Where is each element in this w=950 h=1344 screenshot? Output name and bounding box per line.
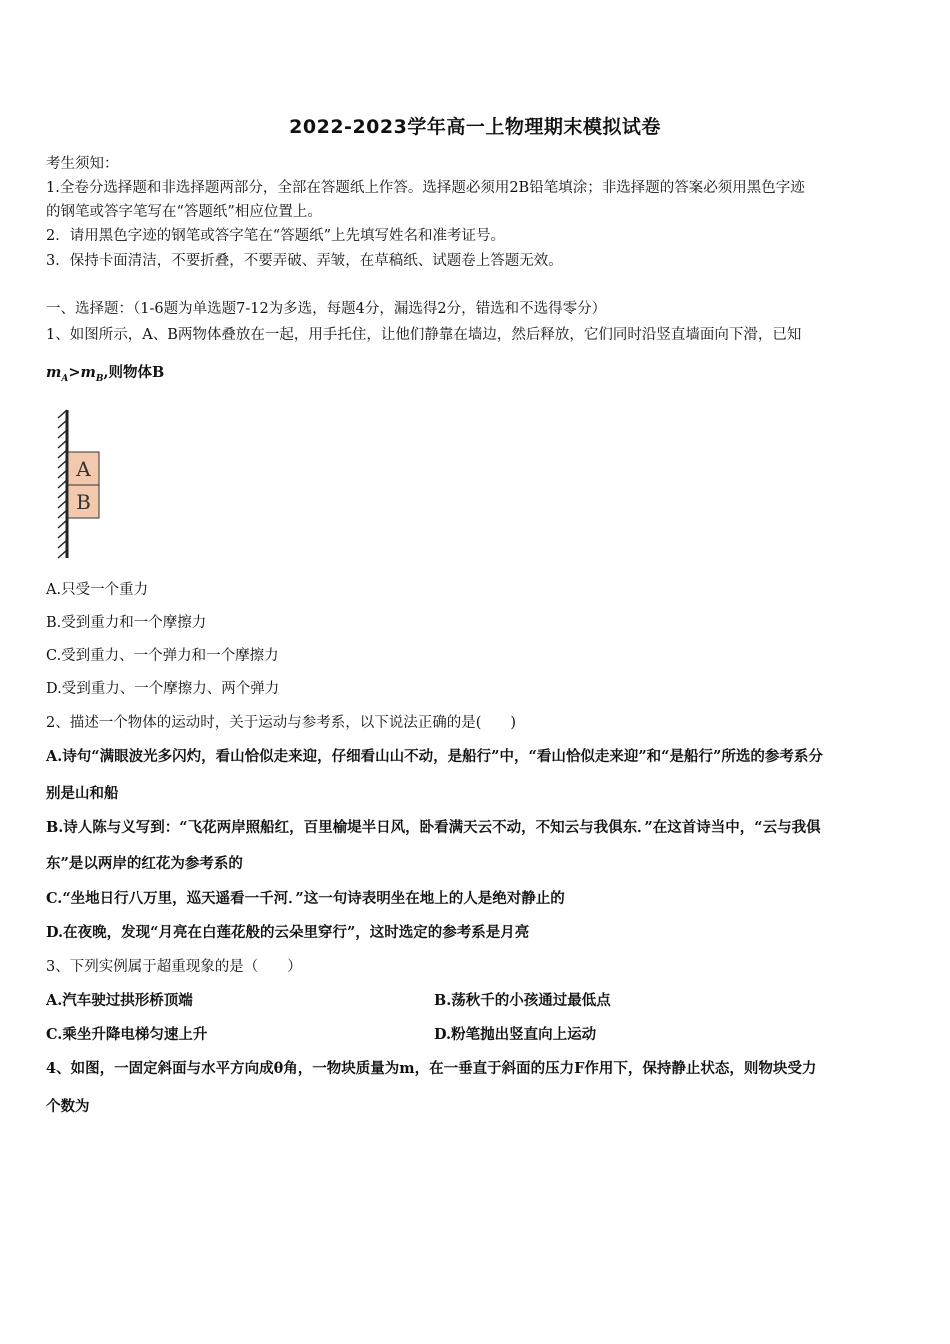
notice-heading: 考生须知： <box>46 156 119 172</box>
q3-option-d[interactable]: D.粉笔抛出竖直向上运动 <box>434 1026 597 1043</box>
q1-stem: 1、如图所示，A、B两物体叠放在一起，用手托住，让他们静靠在墙边，然后释放，它们同时沿竖直墙面向下滑，已知 <box>46 327 802 343</box>
q2-stem: 2、描述一个物体的运动时，关于运动与参考系，以下说法正确的是( ) <box>46 715 517 731</box>
q1-option-a[interactable]: A.只受一个重力 <box>46 582 149 598</box>
mass-a-sub: A <box>61 373 69 384</box>
q3-row-2 <box>46 1024 908 1046</box>
q2-option-c[interactable]: C.“坐地日行八万里，巡天遥看一千河．”这一句诗表明坐在地上的人是绝对静止的 <box>46 890 565 907</box>
q1-option-d[interactable]: D.受到重力、一个摩擦力、两个弹力 <box>46 681 280 697</box>
q3-row-1 <box>46 990 908 1012</box>
q2-option-b[interactable]: B.诗人陈与义写到：“飞花两岸照船红，百里榆堤半日风，卧看满天云不动，不知云与我俱东．”在这首诗当中，“云与我俱 <box>46 819 821 836</box>
block-b-label: B <box>76 490 91 514</box>
q1-option-c[interactable]: C.受到重力、一个弹力和一个摩擦力 <box>46 648 279 664</box>
notice-item-1: 1.全卷分选择题和非选择题两部分，全部在答题纸上作答。选择题必须用2B铅笔填涂；非选择题的答案必须用黑色字迹 <box>46 180 805 196</box>
section-heading: 一、选择题：（1-6题为单选题7-12为多选，每题4分，漏选得2分，错选和不选得零分） <box>46 301 607 317</box>
notice-item-3: 3．保持卡面清洁，不要折叠，不要弄破、弄皱，在草稿纸、试题卷上答题无效。 <box>46 253 563 269</box>
q4-stem: 4、如图，一固定斜面与水平方向成θ角，一物块质量为m，在一垂直于斜面的压力F作用下，保持静止状态，则物块受力 <box>46 1060 817 1077</box>
gt-sign: > <box>68 364 81 381</box>
q2-option-b-cont: 东”是以两岸的红花为参考系的 <box>46 855 243 872</box>
q3-option-b[interactable]: B.荡秋千的小孩通过最低点 <box>434 992 611 1009</box>
q2-option-a-cont: 别是山和船 <box>46 785 119 802</box>
q2-option-a[interactable]: A.诗句“满眼波光多闪灼，看山恰似走来迎，仔细看山山不动，是船行”中，“看山恰似走来迎”和“是船行”所选的参考系分 <box>46 748 823 765</box>
q4-stem-cont: 个数为 <box>46 1098 90 1115</box>
notice-item-2: 2．请用黑色字迹的钢笔或答字笔在“答题纸”上先填写姓名和准考证号。 <box>46 228 506 244</box>
mass-b-sub: B <box>95 373 104 384</box>
mass-b: m <box>80 364 96 381</box>
q2-option-d[interactable]: D.在夜晚，发现“月亮在白莲花般的云朵里穿行”，这时选定的参考系是月亮 <box>46 924 530 941</box>
q3-stem: 3、下列实例属于超重现象的是（ ） <box>46 959 302 975</box>
q1-option-b[interactable]: B.受到重力和一个摩擦力 <box>46 615 207 631</box>
q3-option-c[interactable]: C.乘坐升降电梯匀速上升 <box>46 1026 208 1043</box>
q3-option-a[interactable]: A.汽车驶过拱形桥顶端 <box>46 992 193 1009</box>
notice-item-1-cont: 的钢笔或答字笔写在“答题纸”相应位置上。 <box>46 204 322 220</box>
q1-stem-cont <box>46 362 908 390</box>
block-a-label: A <box>76 457 91 481</box>
mass-a: m <box>46 364 62 381</box>
wall-blocks-figure <box>55 408 115 560</box>
page-title: 2022-2023学年高一上物理期末模拟试卷 <box>289 116 661 138</box>
q1-stem-tail: ,则物体B <box>103 364 165 381</box>
